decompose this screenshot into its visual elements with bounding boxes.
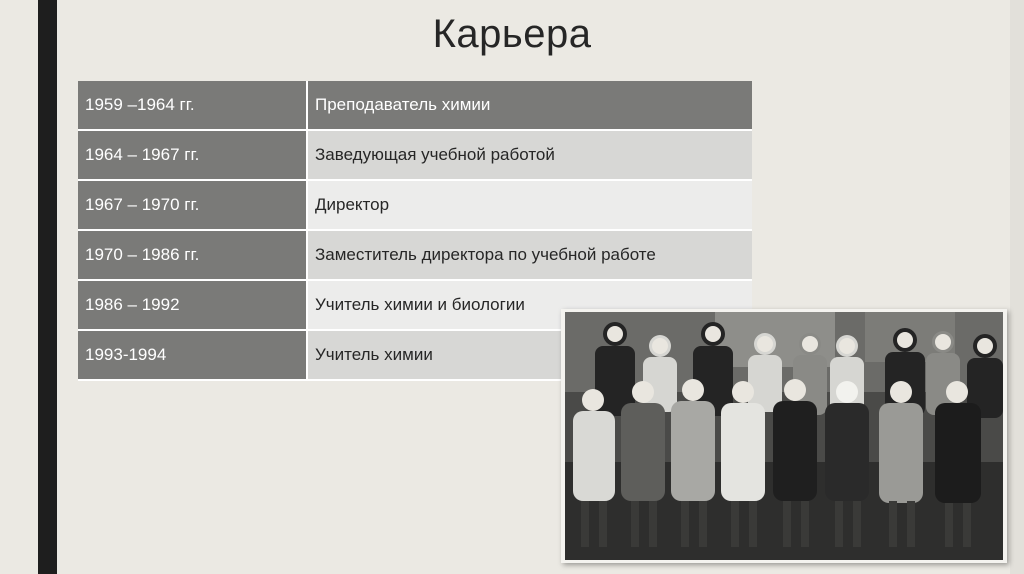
period-cell: 1967 – 1970 гг. [78, 181, 308, 231]
position-cell: Заместитель директора по учебной работе [308, 231, 752, 281]
group-photo [565, 312, 1003, 560]
period-cell: 1970 – 1986 гг. [78, 231, 308, 281]
position-cell: Заведующая учебной работой [308, 131, 752, 181]
position-cell: Преподаватель химии [308, 81, 752, 131]
slide-title: Карьера [432, 12, 592, 56]
position-cell: Директор [308, 181, 752, 231]
table-row [78, 181, 752, 231]
period-cell: 1993-1994 [78, 331, 308, 381]
period-cell: 1964 – 1967 гг. [78, 131, 308, 181]
table-row [78, 131, 752, 181]
group-photo-illustration [565, 312, 1003, 560]
table-row [78, 231, 752, 281]
position-cell: Учитель химии и биологии [308, 281, 752, 331]
position-cell: Учитель химии [308, 331, 752, 381]
table-row [78, 81, 752, 131]
photo-frame [561, 309, 1007, 563]
period-cell: 1986 – 1992 [78, 281, 308, 331]
period-cell: 1959 –1964 гг. [78, 81, 308, 131]
right-edge-strip [1010, 0, 1024, 574]
left-accent-bar [38, 0, 57, 574]
